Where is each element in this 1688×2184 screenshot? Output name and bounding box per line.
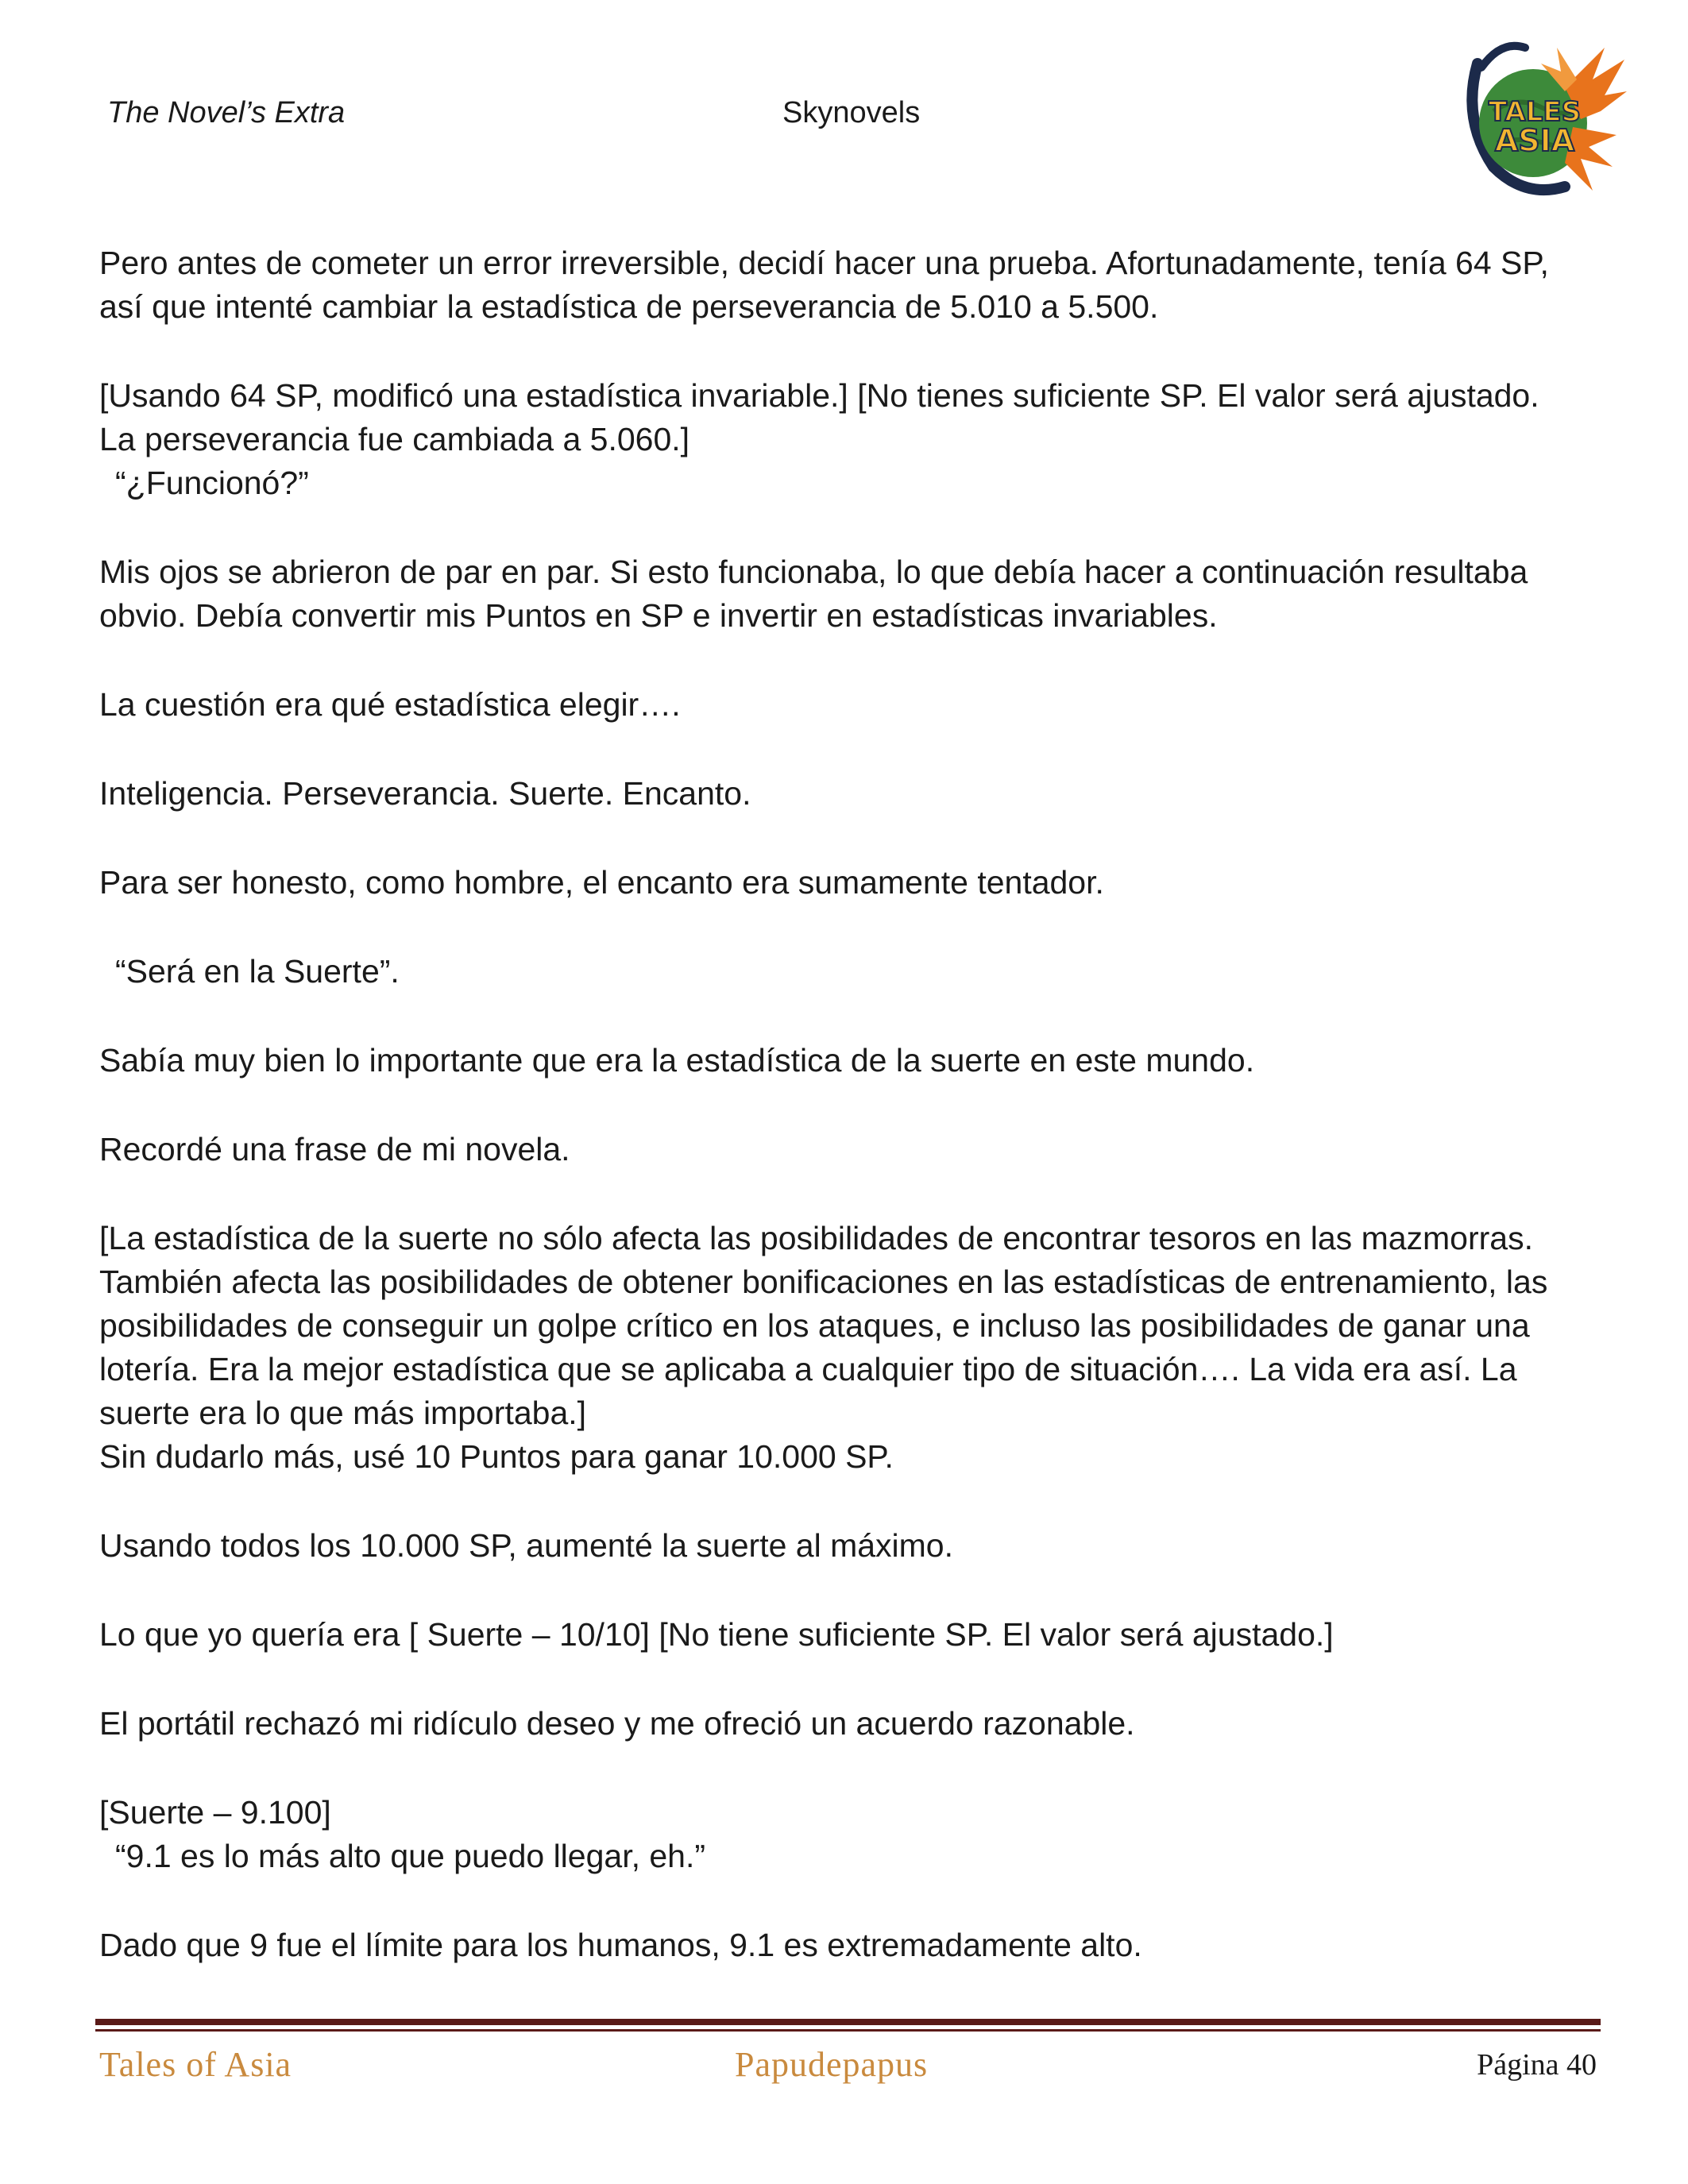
- site-name: Skynovels: [782, 96, 921, 129]
- logo-text-bottom: ASIA: [1494, 123, 1575, 158]
- footer-site-name: Tales of Asia: [99, 2045, 292, 2084]
- paragraph-gap: [99, 1082, 1593, 1128]
- paragraph-gap: [99, 1479, 1593, 1524]
- text-line: [La estadística de la suerte no sólo afecta las posibilidades de encontrar tesoros en las mazmorras.: [99, 1220, 1533, 1256]
- book-title: The Novel’s Extra: [107, 96, 346, 129]
- paragraph-gap: [99, 816, 1593, 861]
- tales-of-asia-logo: [1446, 32, 1628, 203]
- text-line: La perseverancia fue cambiada a 5.060.]: [99, 421, 690, 457]
- text-line: obvio. Debía convertir mis Puntos en SP e invertir en estadísticas invariables.: [99, 597, 1218, 634]
- text-line: Para ser honesto, como hombre, el encanto era sumamente tentador.: [99, 864, 1104, 901]
- text-line: Sin dudarlo más, usé 10 Puntos para ganar 10.000 SP.: [99, 1438, 894, 1475]
- paragraph-gap: [99, 329, 1593, 374]
- text-line: [Usando 64 SP, modificó una estadística invariable.] [No tienes suficiente SP. El valor será ajustado.: [99, 377, 1539, 414]
- paragraph-gap: [99, 727, 1593, 772]
- paragraph-gap: [99, 1568, 1593, 1613]
- text-line: Sabía muy bien lo importante que era la estadística de la suerte en este mundo.: [99, 1042, 1255, 1078]
- text-line: posibilidades de conseguir un golpe crítico en los ataques, e incluso las posibilidades de ganar una: [99, 1307, 1530, 1344]
- paragraph-gap: [99, 638, 1593, 683]
- text-line: [Suerte – 9.100]: [99, 1794, 331, 1831]
- text-line: Lo que yo quería era [ Suerte – 10/10] [No tiene suficiente SP. El valor será ajustado.]: [99, 1616, 1334, 1653]
- paragraph-gap: [99, 905, 1593, 950]
- text-line: También afecta las posibilidades de obtener bonificaciones en las estadísticas de entrenamiento, las: [99, 1264, 1548, 1300]
- text-line: suerte era lo que más importaba.]: [99, 1395, 587, 1431]
- text-line: Dado que 9 fue el límite para los humanos, 9.1 es extremadamente alto.: [99, 1927, 1142, 1963]
- chapter-text: [99, 241, 1593, 1967]
- paragraph-gap: [99, 1746, 1593, 1791]
- logo-text-top: TALES: [1488, 96, 1582, 128]
- text-line: El portátil rechazó mi ridículo deseo y me ofreció un acuerdo razonable.: [99, 1705, 1135, 1742]
- text-line: así que intenté cambiar la estadística de perseverancia de 5.010 a 5.500.: [99, 288, 1159, 325]
- paragraph-gap: [99, 994, 1593, 1039]
- text-line: Pero antes de cometer un error irreversible, decidí hacer una prueba. Afortunadamente, tenía 64 SP,: [99, 245, 1549, 281]
- paragraph-gap: [99, 1878, 1593, 1924]
- paragraph-gap: [99, 505, 1593, 550]
- text-line: Inteligencia. Perseverancia. Suerte. Encanto.: [99, 775, 751, 812]
- footer-translator: Papudepapus: [735, 2045, 929, 2084]
- text-line: Usando todos los 10.000 SP, aumenté la suerte al máximo.: [99, 1527, 953, 1564]
- page-number: Página 40: [1477, 2048, 1597, 2082]
- text-line: lotería. Era la mejor estadística que se aplicaba a cualquier tipo de situación…. La vida era así. La: [99, 1351, 1517, 1387]
- paragraph-gap: [99, 1657, 1593, 1702]
- footer-rule-thick: [95, 2019, 1601, 2025]
- text-line: “¿Funcionó?”: [115, 465, 309, 501]
- text-line: La cuestión era qué estadística elegir….: [99, 686, 681, 723]
- text-line: “9.1 es lo más alto que puedo llegar, eh.”: [115, 1838, 706, 1874]
- text-line: Recordé una frase de mi novela.: [99, 1131, 570, 1167]
- paragraph-gap: [99, 1171, 1593, 1217]
- footer-rule-thin: [95, 2029, 1601, 2032]
- text-line: Mis ojos se abrieron de par en par. Si esto funcionaba, lo que debía hacer a continuación resultaba: [99, 554, 1528, 590]
- text-line: “Será en la Suerte”.: [115, 953, 400, 990]
